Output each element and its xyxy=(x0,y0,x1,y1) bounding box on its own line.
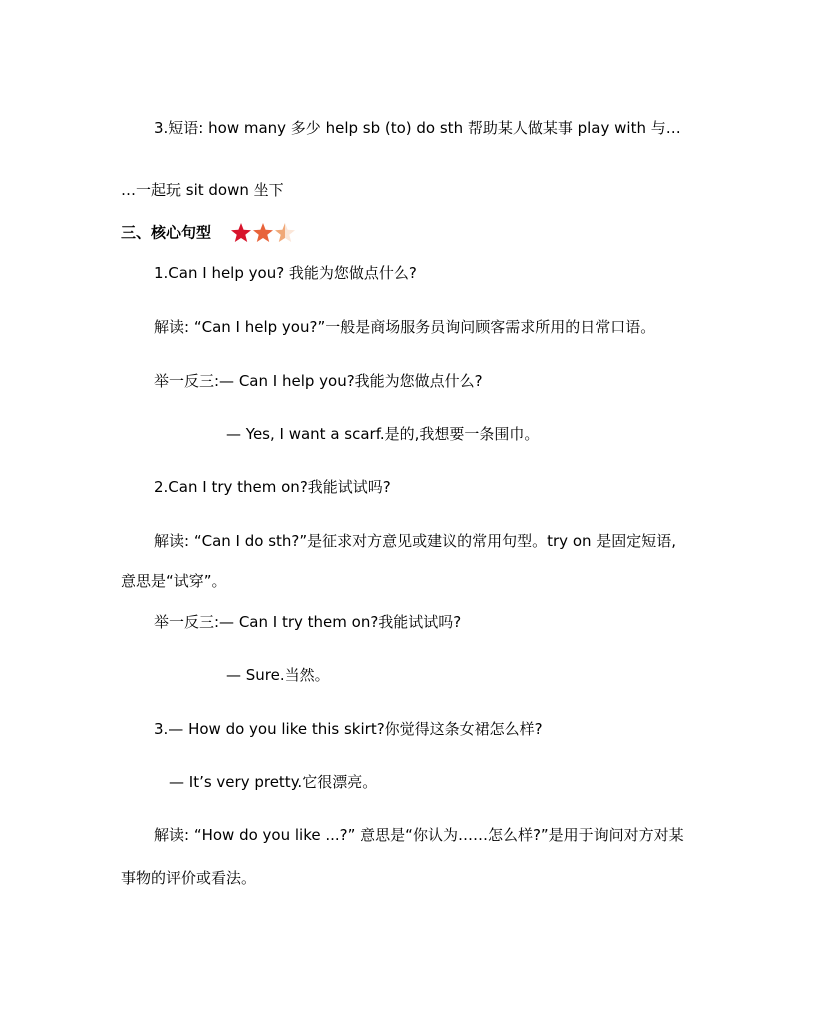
sentence-3-a: — It’s very pretty.它很漂亮。 xyxy=(169,773,378,791)
explanation-3-cont: 事物的评价或看法。 xyxy=(121,869,257,887)
sentence-1: 1.Can I help you? 我能为您做点什么? xyxy=(154,264,417,282)
section-title: 三、核心句型 xyxy=(121,223,212,242)
explanation-1: 解读: “Can I help you?”一般是商场服务员询问顾客需求所用的日常口语。 xyxy=(154,318,656,336)
phrase-line-2: …一起玩 sit down 坐下 xyxy=(121,181,284,199)
example-1-q: 举一反三:— Can I help you?我能为您做点什么? xyxy=(154,372,483,390)
explanation-2: 解读: “Can I do sth?”是征求对方意见或建议的常用句型。try on 是固定短语, xyxy=(154,532,677,550)
example-2-a: — Sure.当然。 xyxy=(226,666,330,684)
phrase-line-1: 3.短语: how many 多少 help sb (to) do sth 帮助某人做某事 play with 与… xyxy=(154,119,681,137)
sentence-2: 2.Can I try them on?我能试试吗? xyxy=(154,478,391,496)
explanation-2-cont: 意思是“试穿”。 xyxy=(121,572,227,590)
importance-stars xyxy=(230,222,296,244)
explanation-3: 解读: “How do you like ...?” 意思是“你认为……怎么样?”是用于询问对方对某 xyxy=(154,826,684,844)
half-star-icon xyxy=(275,223,295,242)
star-icon xyxy=(231,223,251,242)
section-heading xyxy=(121,222,296,244)
sentence-3-q: 3.— How do you like this skirt?你觉得这条女裙怎么样? xyxy=(154,720,543,738)
star-icon xyxy=(253,223,273,242)
example-1-a: — Yes, I want a scarf.是的,我想要一条围巾。 xyxy=(226,425,540,443)
example-2-q: 举一反三:— Can I try them on?我能试试吗? xyxy=(154,613,462,631)
